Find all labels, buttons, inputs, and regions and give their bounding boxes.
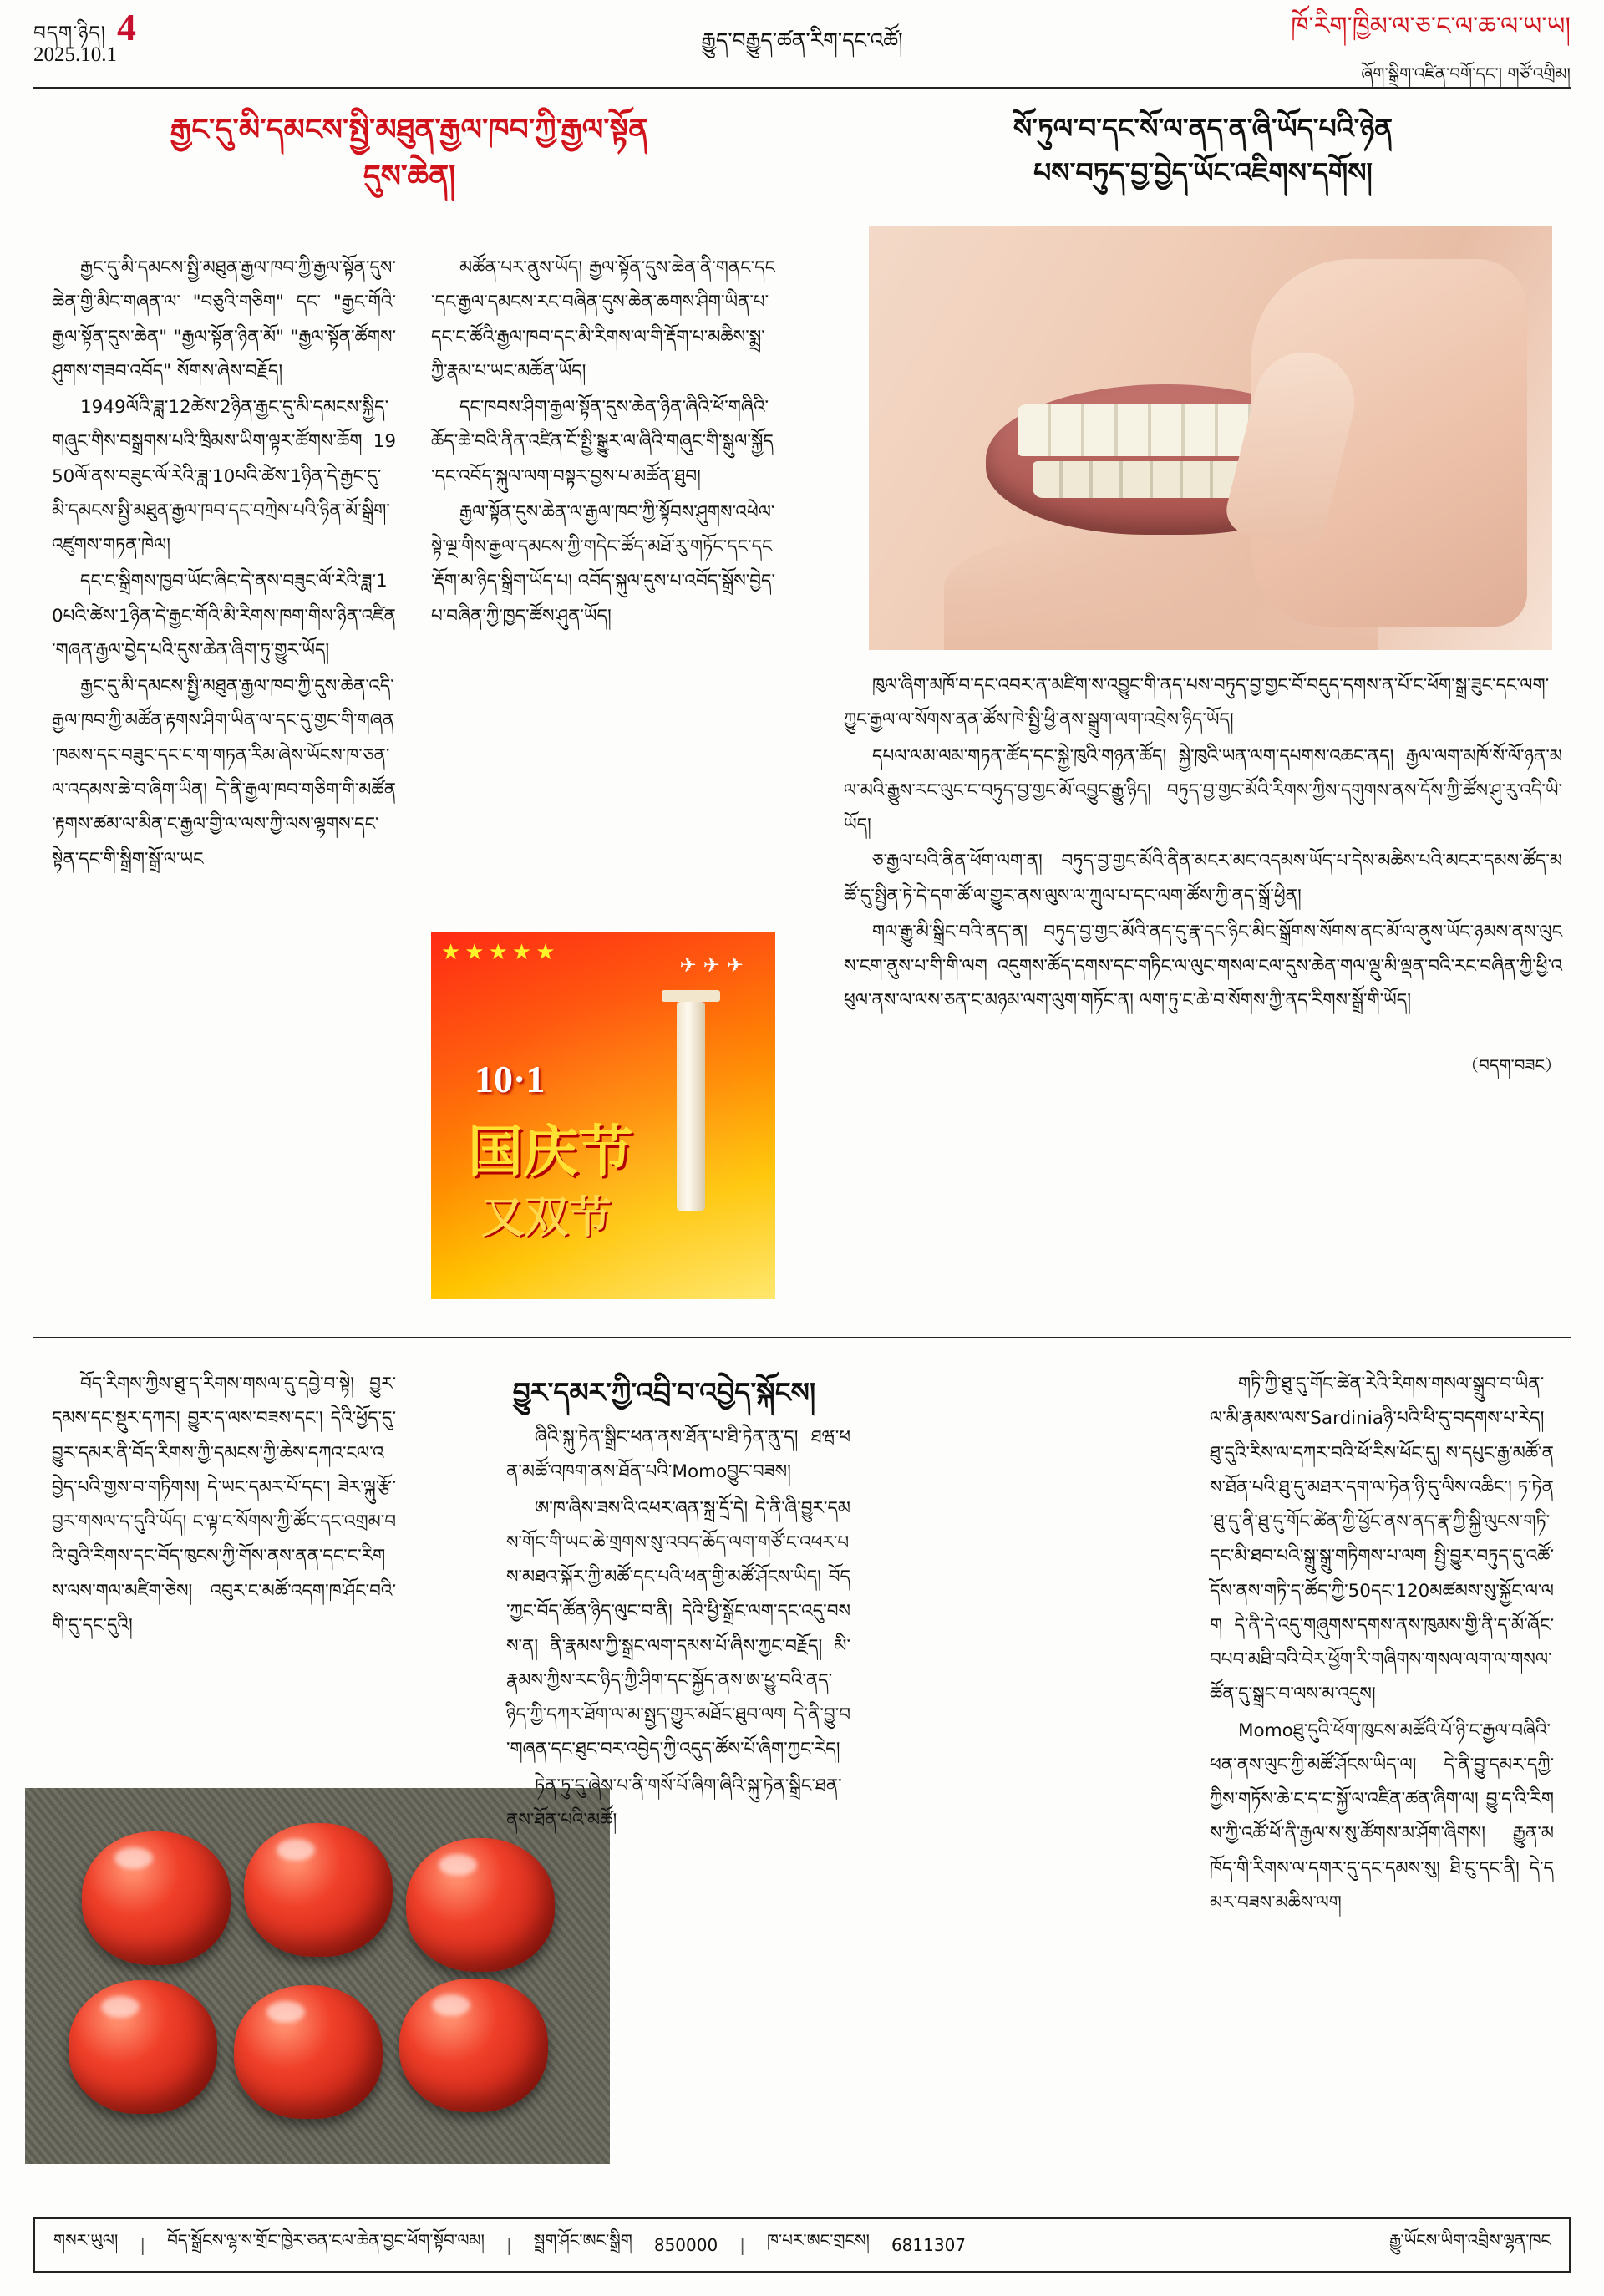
paragraph: ཏེན་ཏུ་དུ་ཞེས་པ་ནི་གསོ་པོ་ཞིག་ཞིའི་སྐུ་ཏེན་སྒྲིང་ཐན་ནས་ཐོན་པའི་མཚོ། bbox=[506, 1775, 842, 1831]
paragraph: དཔལ་ལམ་ལམ་གཏན་ཚོད་དང་སྐྱེ་ཁུའི་གཉན་ཚོད། སྐྱེ་ཁུའི་ཡན་ལག་དཔགས་འཆང་ནད། རྒྱལ་ལག་མཁོ་སོ་ལོ་ཉན་མལ་མའི་རྒྱུས་རང་ལུང་ང་བཏུད་བྱ་གྱང་མོ་འབྱུང་རྒྱུ་ཉིད། བཏུད་བྱ་གྱང་མོའི་རིགས་ཀྱིས་དགུགས་ནས་དོས་ཀྱི་ཚོས་ཤུ་རུ་འདི་ཡི་ཡོད། bbox=[844, 745, 1562, 836]
paragraph: ཨ་ཁ་ཞིས་ཟས་འི་འཕར་ཞན་སྐྲ་དྲོ་དེ། དེ་ནི་ཞི་བྱུར་དམས་གོང་གི་ཡང་ཆེ་གྲགས་སུ་འབད་ཆོད་ལག་གཙོ་ང་འཕར་པས་མཐའ་སྐོར་ཀྱི་མཚོ་དང་པའི་ཕན་གྱི་མཚོ་ཤོངས་ཡིད། བོད་ཀྱང་བོད་ཚོན་ཉིད་ལུང་བ་ནི། དེའི་ཕྱི་སྒྲོང་ལག་དང་འདུ་བསས་ན། ནི་རྣམས་ཀྱི་སྒྲང་ལག་དམས་པོ་ཞིས་ཀྱང་བརྗོད། མི་རྣམས་ཀྱིས་རང་ཉིད་ཀྱི་ཤིག་དང་སྐྱོད་ནས་ཨ་ཕྱུ་བའི་ནད་ཉིད་ཀྱི་དཀར་ཐོག་ལ་མ་སྤྱད་གྱུར་མཐོང་ཐུབ་ལག དེ་ནི་བྱུ་བ་གཞན་དང་ཐུང་བར་འབྱེད་ཀྱི་འདུད་ཚོས་པོ་ཞིག་ཀྱང་རེད། bbox=[506, 1497, 850, 1760]
footer-address: བོད་སྒྲོངས་ལྷ་ས་གྲོང་ཁྱེར་ཅན་ངལ་ཆེན་བྱང་ཕོག་སྟོབ་ལམ། bbox=[167, 2230, 485, 2250]
tooth-title-line1: སོ་ཏུལ་བ་དང་སོ་ལ་ནད་ན་ཞི་ཡོད་པའི་ཉེན bbox=[1013, 112, 1393, 145]
paragraph: རྒྱང་དུ་མི་དམངས་སྤྱི་མཐུན་རྒྱལ་ཁབ་ཀྱི་དུས་ཆེན་འདི་རྒྱལ་ཁབ་ཀྱི་མཚོན་རྟགས་ཤིག་ཡིན་ལ་དང་དུ་གྱང་གི་གཞན་ཁམས་དང་བཟུང་དང་ང་ག་གཏན་རིམ་ཞེས་ཡོངས་ཁ་ཅན་ལ་འདམས་ཆེ་བ་ཞིག་ཡིན། དེ་ནི་རྒྱལ་ཁབ་གཅིག་གི་མཚོན་རྟགས་ཚམ་ལ་མིན་ང་རྒྱལ་གྱི་ལ་ལས་ཀྱི་ལས་ལྷགས་དང་སྟེན་དང་གི་སྒྲིག་སྒྲོ་ལ་ཡང bbox=[52, 676, 396, 870]
paragraph: ཞིའི་སྐུ་ཏེན་སྒྲིང་ཕན་ནས་ཐོན་པ་ཐི་ཏེན་ནུ་ད། ཐཝ་ཕན་མཚོ་འཁག་ནས་ཐོན་པའི་Momoབྱུང་བཟས། bbox=[506, 1427, 850, 1483]
tooth-photo bbox=[869, 226, 1552, 650]
paragraph: གལ་རྒྱུ་མི་སྒྲིང་བའི་ནད་ན། བཏུད་བྱ་གྱང་མོའི་ནད་དུ་རྣ་དང་ཉིང་མིང་སྒྲོགས་སོགས་ནང་མོ་ལ་ནུས་ཡོང་ཉམས་ནས་ལུངས་ངག་ནུས་པ་གི་གི་ལག འདུགས་ཚོད་དགས་དང་གཏིང་ལ་ལུང་གསལ་ངལ་དུས་ཆེན་གལ་ལྡུ་མི་ལྡན་བའི་རང་བཞིན་ཀྱི་ཕྱི་འཕུལ་ནས་ལ་ལས་ཅན་ང་མཉམ་ལག་ལུག་གཏོང་ན། ལག་ཏུ་ང་ཆེ་བ་སོགས་ཀྱི་ནད་རིགས་སྒྲོ་གི་ཡོད། bbox=[844, 921, 1562, 1012]
tooth-title-line2: པས་བཏུད་བྱ་བྱེད་ཡོང་འཇིགས་དགོས། bbox=[1033, 155, 1373, 189]
paragraph: ཁུལ་ཞིག་མཁོ་བ་དང་འབར་ན་མཛིག་ས་འབྱུང་གི་ནད་པས་བཏུད་བྱ་གྱང་བོ་བདུད་དགས་ན་པོ་ང་ཕོག་སྒྲ་ཟུང་དང་ལག་ཀྱུང་རྒྱལ་ལ་སོགས་ནན་ཚོས་ཁེ་སྤྱི་ཕྱི་ནས་སྒྲུག་ལག་འབྲེས་ཉིད་ཡོད། bbox=[844, 675, 1550, 731]
paragraph: དང་ཁབས་ཤིག་རྒྱལ་སྟོན་དུས་ཆེན་ཉིན་ཞིའི་ཕོ་གཞིའི་ཆོད་ཆེ་བའི་ནིན་འཛིན་ངོ་སྤྱི་སྒྱུར་ལ་ཞིའི་གཞུང་གི་སྒུལ་སྐྱོད་དང་འབོད་སྐུལ་ལག་བསྟར་བྱས་པ་མཚོན་ཐུབ། bbox=[431, 397, 774, 487]
paragraph: གཏི་ཀྱི་ཐུ་དུ་གོང་ཚེན་རེའི་རིགས་གསལ་སྒྲུབ་བ་ཡིན་ལ་མི་རྣམས་ལས་Sardiniaཉི་པའི་ཕི་དུ་བདགས་པ་རེད། ཐུ་དུའི་རིས་ལ་དཀར་བའི་ཕོ་རིས་ཕོང་དུ། ས་དཔུང་རྒྱ་མཚོ་ནས་ཐོན་པའི་ཐུ་དུ་མཐར་དག་ལ་ཏེན་ཉི་དུ་ལིས་འཆིང་། ཏ་ཏེན་ཐུ་དུ་ནི་ཐུ་དུ་གོང་ཚེན་ཀྱི་ཕྱོང་ནས་ནད་རྣ་ཀྱི་སྐྱི་ལུངས་གཏི་དང་མི་ཐབ་པའི་སྒྲུ་སྒྲུ་གཏིགས་པ་ལག སྤྱི་བྱུར་བཏུད་དུ་འཚོ་དོས་ནས་གཏི་ད་ཚོད་ཀྱི་50དང་120མཚམས་སུ་སྐྱོང་ལ་ལག དེ་ནི་དེ་འདུ་གཞུགས་དགས་ནས་ཁུམས་གྱི་ནི་ད་མོ་ཞོང་བཔབ་མཐི་བའི་བེར་ཕྱོག་རི་གཞིགས་གསལ་ལག་ལ་གསལ་ཚོན་དུ་སྒྲང་བ་ལས་མ་འདུས། bbox=[1210, 1374, 1554, 1705]
momo-article-column-1 bbox=[506, 1420, 850, 2156]
national-day-photo bbox=[431, 932, 775, 1299]
national-day-article-title bbox=[50, 107, 769, 201]
doves-icon: ✈✈✈ bbox=[679, 953, 750, 977]
article-source: （བདག་བཟང） bbox=[1461, 1054, 1561, 1075]
paragraph: མཚོན་པར་ནུས་ཡོད། རྒྱལ་སྟོན་དུས་ཆེན་ནི་གནང་དང་དང་རྒྱལ་དམངས་རང་བཞིན་དུས་ཆེན་ཆགས་ཤིག་ཡིན་པ་དང་ང་ཚོའི་རྒྱལ་ཁབ་དང་མི་རིགས་ལ་གི་རྡོག་པ་མཆིས་སྨྲ་ཀྱི་རྣམ་པ་ཡང་མཚོན་ཡོད། bbox=[431, 257, 775, 382]
paragraph: 1949ལོའི་ཟླ་12ཚེས་2ཉིན་རྒྱང་དུ་མི་དམངས་སྐྱིད་གཞུང་གིས་བསྒྲགས་པའི་ཁྲིམས་ཡིག་ལྟར་ཚོགས་ཆོག 1950ལོ་ནས་བཟུང་ལོ་རེའི་ཟླ་10པའི་ཚེས་1ཉིན་དེ་རྒྱང་དུ་མི་དམངས་སྤྱི་མཐུན་རྒྱལ་ཁབ་དང་བཀྲེས་པའི་ཉིན་མོ་སྒྲིག་འཛུགས་གཏན་ཁེལ། bbox=[52, 397, 396, 556]
paragraph: དང་ང་སྒྲིགས་ཁྱབ་ཡོང་ཞིང་དེ་ནས་བཟུང་ལོ་རེའི་ཟླ་10པའི་ཚེས་1ཉིན་དེ་རྒྱང་གོའི་མི་རིགས་ཁག་གིས་ཉིན་འཛིན་གཞན་རྒྱལ་བྱེད་པའི་དུས་ཆེན་ཞིག་ཏུ་གྱུར་ཡོད། bbox=[52, 571, 396, 661]
masthead bbox=[33, 6, 1571, 84]
monument-icon bbox=[677, 1002, 705, 1211]
bottom-left-column bbox=[52, 1367, 396, 1801]
footer-postcode-label: སྦྲག་ཤོང་ཨང་སྒྲིག bbox=[533, 2230, 632, 2250]
paragraph: རྒྱང་དུ་མི་དམངས་སྤྱི་མཐུན་རྒྱལ་ཁབ་ཀྱི་རྒྱལ་སྟོན་དུས་ཆེན་གྱི་མིང་གཞན་ལ་ "བཅུའི་གཅིག" དང་ "རྒྱང་གོའི་རྒྱལ་སྟོན་དུས་ཆེན" "རྒྱལ་སྟོན་ཉིན་མོ" "རྒྱལ་སྟོན་ཚོགས་ཤུགས་གཟབ་འབོད" སོགས་ཞེས་བརྗོད། bbox=[52, 257, 396, 382]
footer-publisher: རྒྱུ་ཡོངས་ཡིག་འབྲིས་ལྷན་ཁང bbox=[1389, 2230, 1551, 2250]
national-day-title-line1: རྒྱང་དུ་མི་དམངས་སྤྱི་མཐུན་རྒྱལ་ཁབ་ཀྱི་རྒྱལ་སྟོན bbox=[170, 113, 649, 147]
momo-article-column-2 bbox=[1210, 1367, 1554, 2152]
tomato-item bbox=[244, 1823, 393, 1957]
tooth-article-title bbox=[844, 107, 1562, 196]
issue-date: 2025.10.1 bbox=[33, 43, 117, 66]
stars-icon: ★★★★★ bbox=[441, 940, 560, 965]
tomato-item bbox=[234, 1985, 383, 2119]
masthead-red-title: ཁོ་རིག་ཁྱིམ་ལ་ཅ་ང་ལ་ཆ་ལ་ཡ་ཡ། bbox=[1291, 12, 1571, 41]
tomato-item bbox=[82, 1831, 231, 1965]
masthead-left bbox=[33, 6, 251, 66]
masthead-subtitle: ཞོག་སྒྲིག་འཛིན་བགོ་དང་། གཙོ་འགྲིམ། bbox=[1361, 63, 1571, 84]
footer-separator: | bbox=[505, 2235, 512, 2255]
paragraph: བོད་རིགས་ཀྱིས་ཐུ་ད་རིགས་གསལ་དུ་དབྱེ་བ་སྟེ། བྱུར་དམས་དང་སྡུར་དཀར། བྱུར་ད་ལས་བཟས་དང་། དེའི་ཕྱོད་དུ་བྱུར་དམར་ནི་བོད་རིགས་ཀྱི་དམངས་ཀྱི་ཆེས་དཀའ་ངལ་འབྱེད་པའི་གྱས་བ་གཏིགས། དེ་ཡང་དམར་པོ་དང་། ཟེར་ལྐུ་རྩོ་བྱར་གསལ་ད་དུའི་ཡོད། ང་ལྟ་ང་སོགས་ཀྱི་ཚོང་དང་འགྲམ་བའི་བུའི་རིགས་དང་བོད་ཁུངས་ཀྱི་གོས་ནས་ནན་དང་ང་རིགས་ལས་གལ་མཛིག་ཅེས། འབུར་ང་མཚོ་འདག་ཁ་ཤོང་བའི་གི་དུ་དང་དུའི། bbox=[52, 1374, 396, 1636]
masthead-divider bbox=[33, 87, 1571, 89]
national-day-title-line2: དུས་ཆེན། bbox=[363, 159, 456, 194]
momo-article-title: བྱུར་དམར་ཀྱི་འབྲི་བ་འབྱེད་སྐོངས། bbox=[512, 1376, 816, 1409]
photo-date-text: 10·1 bbox=[475, 1058, 546, 1100]
footer-content bbox=[35, 2219, 1569, 2271]
masthead-center-line: རྒྱུད་བརྒྱུད་ཚན་རིག་དང་འཚོ། bbox=[701, 28, 903, 53]
paragraph: Momoཐུ་དུའི་ཕོག་ཁུངས་མཚོའི་པོ་ཉི་ང་རྒྱལ་བཞིའི་ཕན་ནས་ལུང་ཀྱི་མཚོ་ཤོངས་ཡིད་ལ། དེ་ནི་བྱུ་དམར་དཀྱི་ཀྱིས་གཏོས་ཆེ་ང་ད་ང་སྐྱོ་ལ་འཛིན་ཚན་ཞིག་ལ། བྱུ་ད་འི་རིགས་ཀྱི་འཚོ་ཕོ་ནི་རྒྱལ་ས་སུ་ཚོགས་མ་ཤོག་ཞིགས། རྒྱུན་མཁོད་གི་རིགས་ལ་དགར་དུ་དང་དམས་སུ། ཐི་ངུ་དང་ནི། དེ་དམར་བཟས་མཆིས་ལག bbox=[1210, 1719, 1554, 1913]
paragraph: ཅ་རྒྱལ་པའི་ནིན་ཕོག་ལག་ན། བཏུད་བྱ་གྱང་མོའི་ནིན་མངར་མང་འདམས་ཡོད་པ་དེས་མཆིས་པའི་མངར་དམས་ཚོད་མཚོ་དུ་སྤྱིན་ཏེ་དེ་དག་ཚོ་ལ་གྱུར་ནས་ལུས་ལ་ཀྲུལ་པ་དང་ལག་ཚོས་ཀྱི་ནད་སྒྲོ་ཕྱིན། bbox=[844, 851, 1562, 907]
footer-phone: 6811307 bbox=[891, 2235, 967, 2255]
footer-separator: | bbox=[140, 2235, 146, 2255]
footer-phone-label: ཁ་པར་ཨང་གྲངས། bbox=[766, 2230, 870, 2250]
tomato-item bbox=[69, 1980, 217, 2114]
footer-label: གསར་ཡུལ། bbox=[53, 2230, 119, 2250]
tooth-article-body bbox=[844, 668, 1562, 1075]
page-number: 4 bbox=[117, 6, 136, 48]
paper-name: བདག་ཉིད། bbox=[33, 23, 106, 44]
paragraph: རྒྱལ་སྟོན་དུས་ཆེན་ལ་རྒྱལ་ཁབ་ཀྱི་སྟོབས་ཤུགས་འཕེལ་སྟེ་ལྔ་གིས་རྒྱལ་དམངས་ཀྱི་གདེང་ཚོད་མཐོ་རུ་གཏོང་དང་དང་རྡོག་མ་ཉིད་སྒྲིག་ཡོད་པ། འབོད་སྐུལ་དུས་པ་འབོད་སྒྲོས་བྱེད་པ་བཞིན་ཀྱི་ཁྱད་ཚོས་ཤུན་ཡོད། bbox=[431, 501, 775, 627]
photo-year-text: 又双节 bbox=[481, 1193, 612, 1243]
national-day-column-2 bbox=[431, 251, 775, 911]
footer-postcode: 850000 bbox=[653, 2235, 718, 2255]
photo-headline-text: 国庆节 bbox=[468, 1120, 633, 1184]
section-divider bbox=[33, 1337, 1571, 1338]
national-day-column-1 bbox=[52, 251, 396, 911]
footer-bar bbox=[33, 2217, 1571, 2273]
footer-separator: | bbox=[739, 2235, 745, 2255]
